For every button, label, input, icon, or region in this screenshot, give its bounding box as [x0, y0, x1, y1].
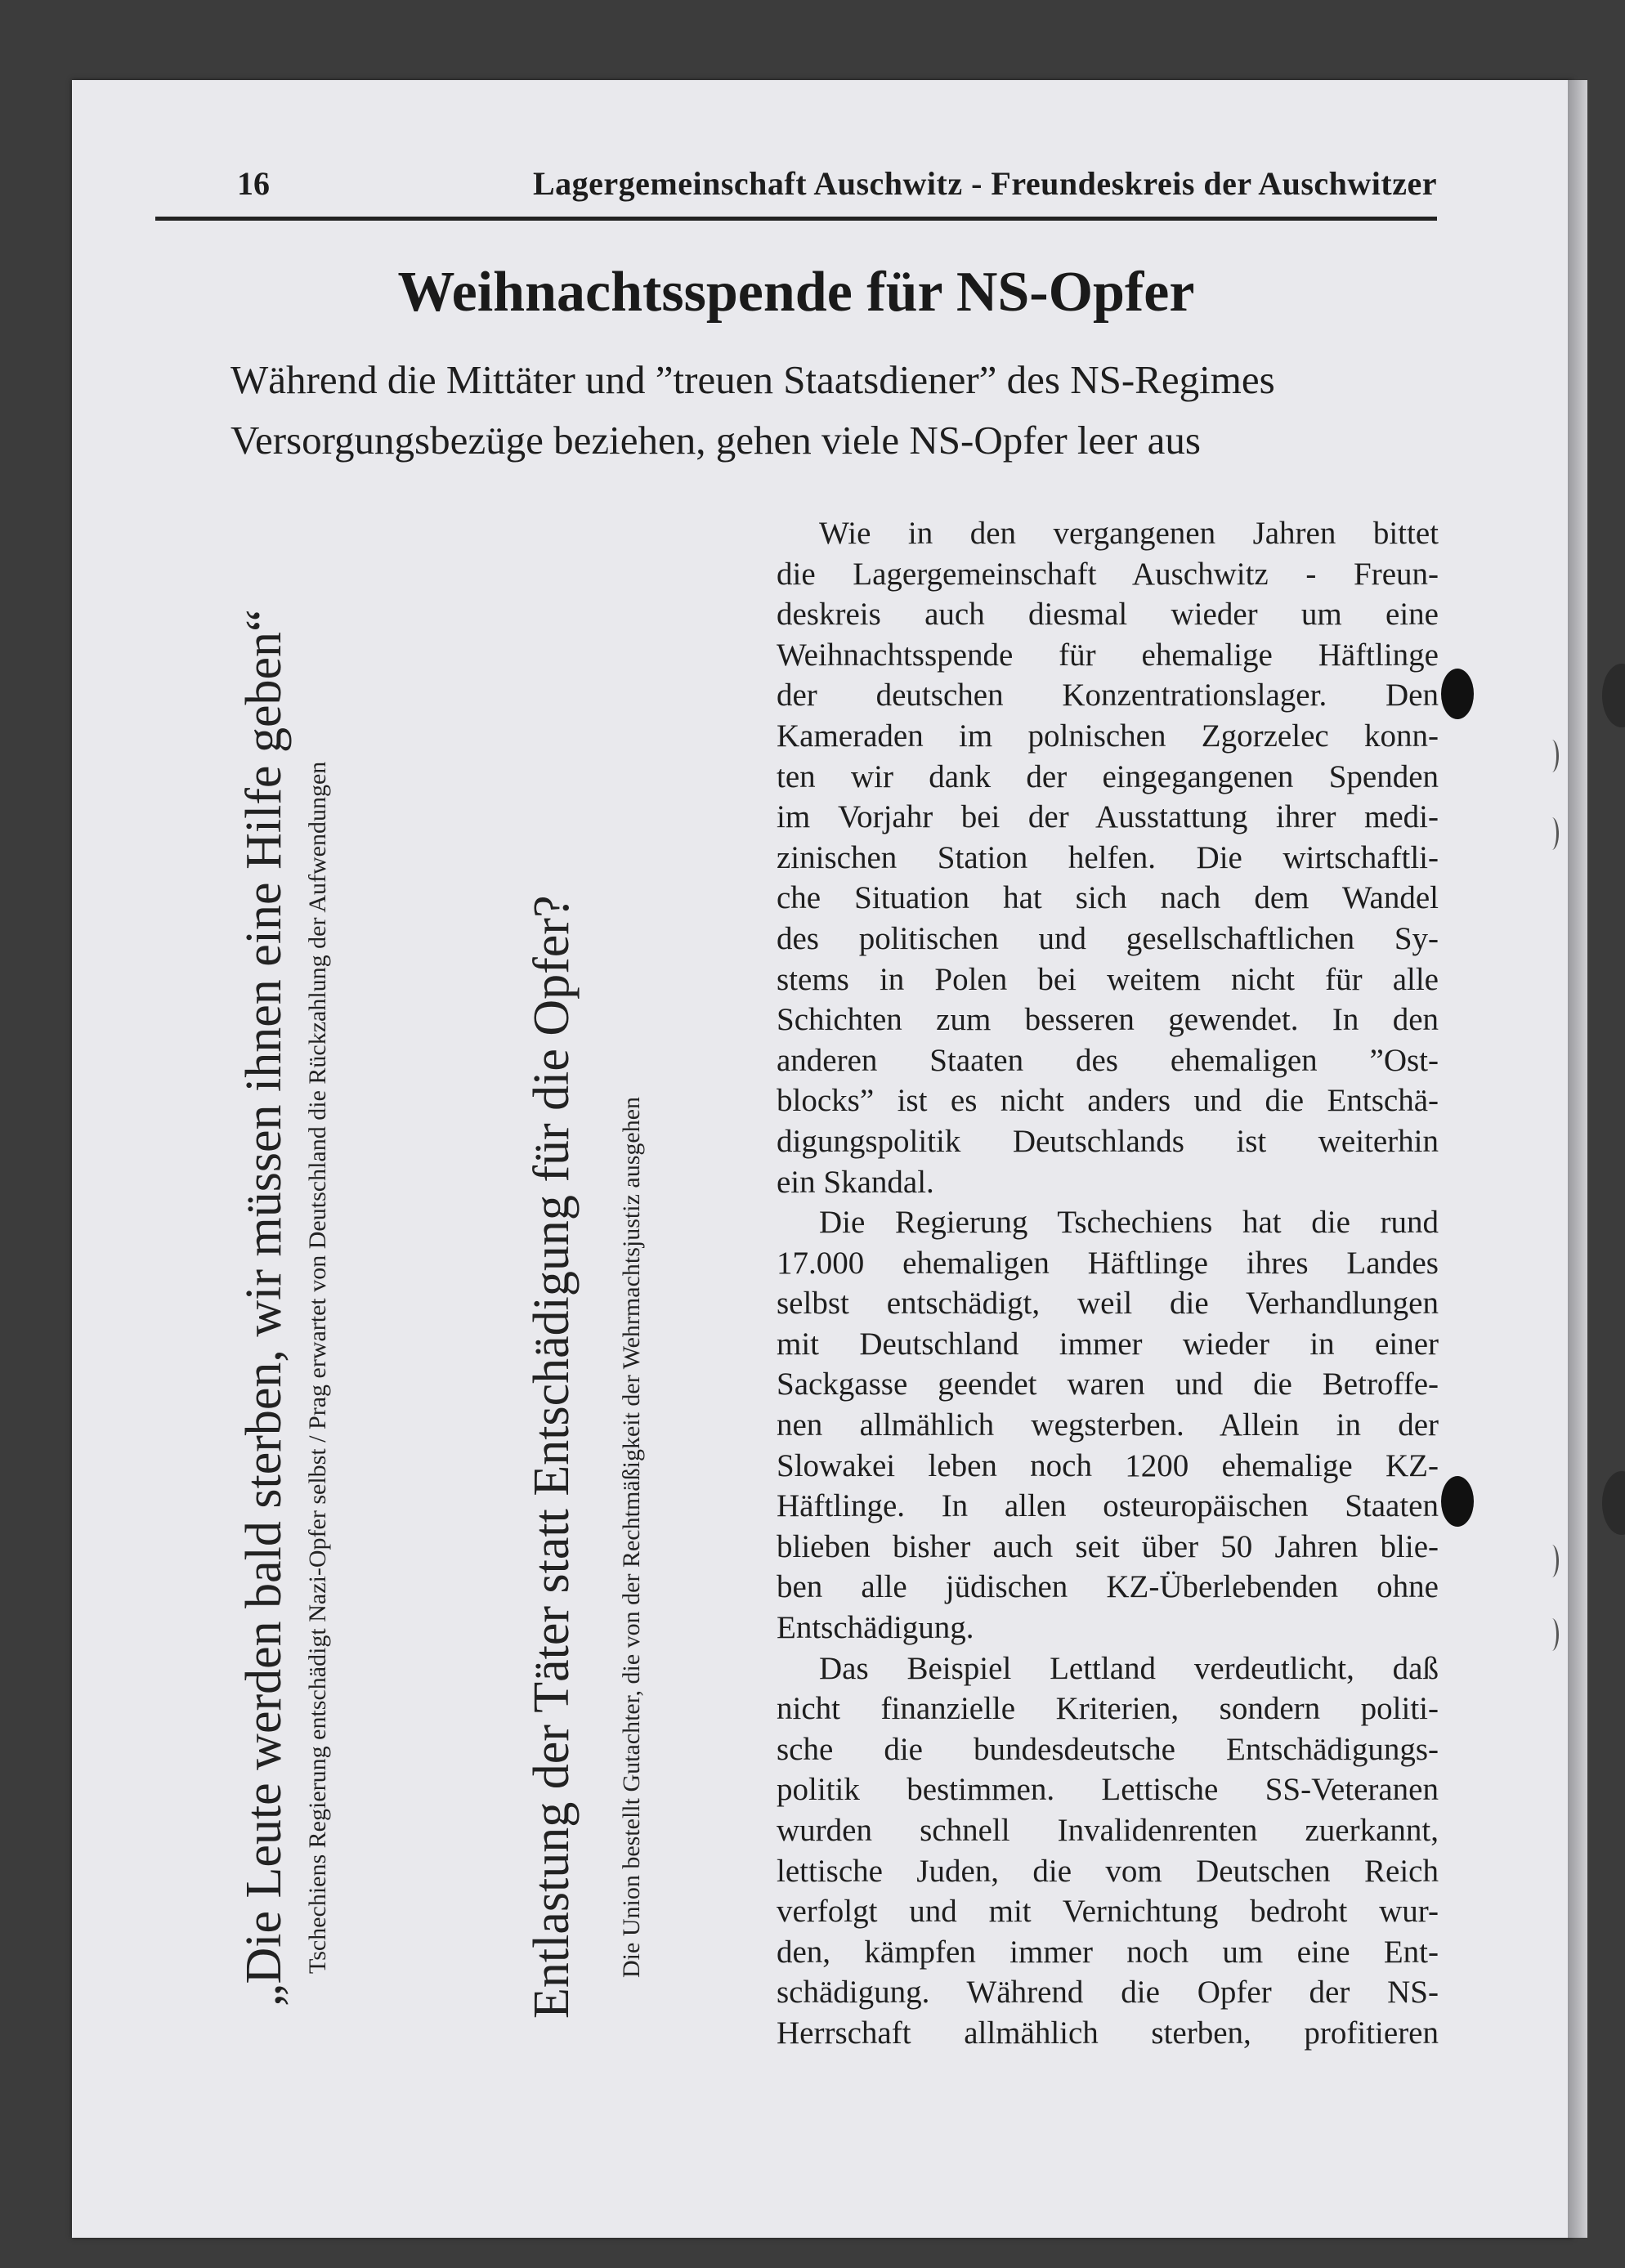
paragraph-2 — [777, 1202, 1439, 1648]
text-line: Schichten zum besseren gewendet. In den — [777, 1002, 1439, 1038]
text-line: Die Regierung Tschechiens hat die rund — [819, 1205, 1439, 1241]
punch-hole — [1602, 664, 1625, 727]
punch-hole — [1441, 1476, 1474, 1527]
text-line: politik bestimmen. Lettische SS-Veteranen — [777, 1772, 1439, 1808]
text-line: sche die bundesdeutsche Entschädigungs- — [777, 1731, 1439, 1767]
text-line: Slowakei leben noch 1200 ehemalige KZ- — [777, 1447, 1439, 1483]
text-line: der deutschen Konzentrationslager. Den — [777, 678, 1439, 714]
article-title: Weihnachtsspende für NS-Opfer — [397, 261, 1195, 324]
text-line: nicht finanzielle Kriterien, sondern politi- — [777, 1691, 1439, 1727]
running-title: Lagergemeinschaft Auschwitz - Freundeskreis der Auschwitzer — [532, 165, 1437, 202]
text-line: 17.000 ehemaligen Häftlinge ihres Landes — [777, 1245, 1439, 1281]
page-number: 16 — [237, 165, 270, 202]
text-line: anderen Staaten des ehemaligen ”Ost- — [777, 1042, 1439, 1078]
text-line: Häftlinge. In allen osteuropäischen Staaten — [777, 1488, 1439, 1524]
article-subtitle — [231, 350, 1440, 471]
text-line: lettische Juden, die vom Deutschen Reich — [777, 1853, 1439, 1889]
sidebar-quote-note: Tschechiens Regierung entschädigt Nazi-Opfer selbst / Prag erwartet von Deutschland die Rückzahlung der Aufwendungen — [304, 761, 331, 1974]
text-line: deskreis auch diesmal wieder um eine — [777, 597, 1439, 633]
text-line: ein Skandal. — [777, 1164, 934, 1200]
text-line: des politischen und gesellschaftlichen Sy- — [777, 920, 1439, 956]
text-line: verfolgt und mit Vernichtung bedroht wur- — [777, 1894, 1439, 1930]
article-body — [777, 513, 1439, 2054]
text-line: Herrschaft allmählich sterben, profitieren — [777, 2015, 1439, 2051]
text-line: Weihnachtsspende für ehemalige Häftlinge — [777, 637, 1439, 673]
next-page-edge — [1568, 80, 1587, 2238]
text-line: mit Deutschland immer wieder in einer — [777, 1326, 1439, 1362]
text-line: blocks” ist es nicht anders und die Entschä- — [777, 1083, 1439, 1119]
text-line: im Vorjahr bei der Ausstattung ihrer medi- — [777, 799, 1439, 835]
binding-mark — [1545, 1618, 1559, 1651]
text-line: Sackgasse geendet waren und die Betroffe- — [777, 1367, 1439, 1402]
subtitle-line: Versorgungsbezüge beziehen, gehen viele NS-Opfer leer aus — [231, 418, 1201, 463]
binding-mark — [1545, 740, 1559, 772]
text-line: ben alle jüdischen KZ-Überlebenden ohne — [777, 1569, 1439, 1605]
text-line: nen allmählich wegsterben. Allein in der — [777, 1407, 1439, 1443]
text-line: blieben bisher auch seit über 50 Jahren blie- — [777, 1528, 1439, 1564]
text-line: Wie in den vergangenen Jahren bittet — [819, 516, 1439, 551]
binding-mark — [1545, 1545, 1559, 1577]
punch-hole — [1441, 669, 1474, 719]
text-line: che Situation hat sich nach dem Wandel — [777, 880, 1439, 916]
punch-hole — [1602, 1471, 1625, 1535]
subtitle-line: Während die Mittäter und ”treuen Staatsdiener” des NS-Regimes — [231, 357, 1275, 402]
text-line: ten wir dank der eingegangenen Spenden — [777, 758, 1439, 794]
text-line: wurden schnell Invalidenrenten zuerkannt, — [777, 1813, 1439, 1848]
paragraph-1 — [777, 513, 1439, 1202]
sidebar-headline-note: Die Union bestellt Gutachter, die von der Rechtmäßigkeit der Wehrmachtsjustiz ausgehen — [618, 1096, 645, 1978]
text-line: digungspolitik Deutschlands ist weiterhin — [777, 1123, 1439, 1159]
paragraph-3 — [777, 1648, 1439, 2054]
text-line: selbst entschädigt, weil die Verhandlungen — [777, 1286, 1439, 1322]
text-line: stems in Polen bei weitem nicht für alle — [777, 961, 1439, 997]
text-line: die Lagergemeinschaft Auschwitz - Freun- — [777, 556, 1439, 592]
text-line: schädigung. Während die Opfer der NS- — [777, 1975, 1439, 2011]
text-line: den, kämpfen immer noch um eine Ent- — [777, 1934, 1439, 1970]
text-line: zinischen Station helfen. Die wirtschaftli- — [777, 839, 1439, 875]
sidebar-quote: „Die Leute werden bald sterben, wir müssen ihnen eine Hilfe geben“ — [236, 609, 292, 2006]
sidebar-headline: Entlastung der Täter statt Entschädigung für die Opfer? — [524, 895, 580, 2019]
binding-mark — [1545, 817, 1559, 850]
text-line: Entschädigung. — [777, 1610, 974, 1646]
page-header — [155, 159, 1437, 221]
text-line: Kameraden im polnischen Zgorzelec konn- — [777, 718, 1439, 754]
text-line: Das Beispiel Lettland verdeutlicht, daß — [819, 1650, 1439, 1686]
